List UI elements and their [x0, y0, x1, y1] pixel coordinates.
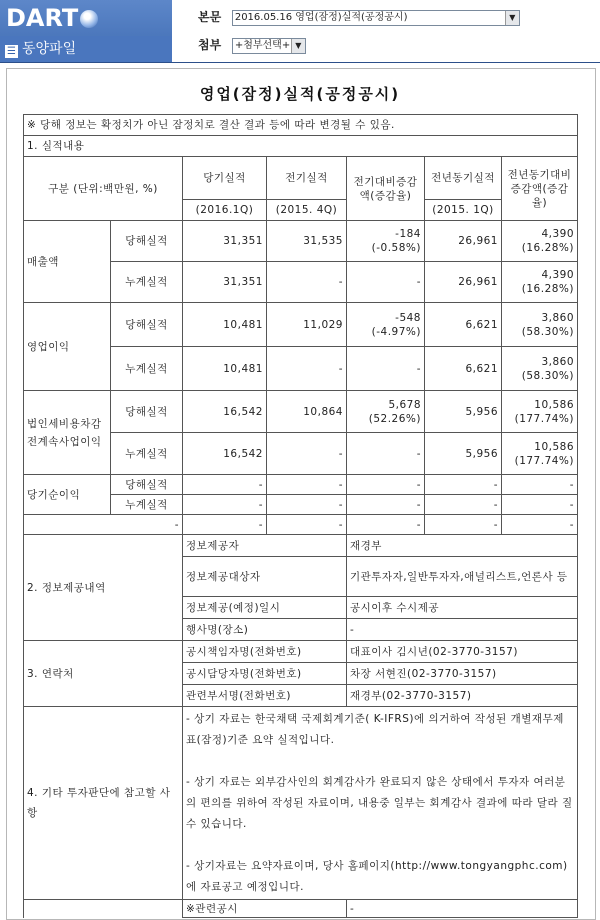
cell-prev: - [267, 347, 347, 391]
attach-select[interactable] [232, 38, 306, 54]
section-1-title: 1. 실적내용 [24, 136, 578, 157]
sub-label: 당해실적 [111, 475, 183, 495]
yoy-change-value: 10,586 [534, 440, 575, 453]
yoy-change-value: 4,390 [541, 228, 575, 240]
header-prev-period: (2015. 4Q) [267, 200, 347, 221]
header-bar [0, 0, 600, 63]
cell-prev-change [347, 391, 425, 433]
info-label: 정보제공대상자 [183, 557, 347, 597]
table-row [24, 303, 578, 347]
table-row [24, 221, 578, 262]
cell-extra: - [425, 515, 502, 535]
sub-label: 누계실적 [111, 347, 183, 391]
cell-yoy: - [425, 475, 502, 495]
change-value: 5,678 [388, 398, 421, 411]
related-value: - [347, 900, 578, 918]
header-current-period: (2016.1Q) [183, 200, 267, 221]
document-controls [172, 0, 600, 62]
contact-value: 대표이사 김시년(02-3770-3157) [347, 641, 578, 663]
cell-yoy-change: - [502, 495, 578, 515]
company-bar [0, 36, 172, 62]
yoy-change-rate: (177.74%) [514, 412, 575, 425]
header-current: 당기실적 [183, 157, 267, 200]
yoy-change-rate: (58.30%) [521, 325, 575, 338]
document-icon: ☰ [5, 45, 18, 58]
cell-prev: 31,535 [267, 221, 347, 262]
change-rate: (-0.58%) [371, 242, 421, 254]
row-name-operating-profit: 영업이익 [24, 303, 111, 391]
cell-prev: - [267, 475, 347, 495]
info-value: 재경부 [347, 535, 578, 557]
cell-prev-change: - [347, 433, 425, 475]
main-select-row [198, 8, 520, 26]
cell-extra: - [347, 515, 425, 535]
cell-prev: 10,864 [267, 391, 347, 433]
notice-text: ※ 당해 정보는 확정치가 아닌 잠정치로 결산 결과 등에 따라 변경될 수 있음. [24, 115, 578, 136]
contact-label: 공시담당자명(전화번호) [183, 663, 347, 685]
note-2: - 상기 자료는 외부감사인의 회계감사가 완료되지 않은 상태에서 투자자 여러분의 편의를 위하여 작성된 자료이며, 내용중 일부는 회계감사 결과에 따라 달라 질 수 있습니다. [186, 776, 573, 830]
cell-prev-change [347, 221, 425, 262]
sub-label: 누계실적 [111, 495, 183, 515]
cell-yoy: 5,956 [425, 391, 502, 433]
cell-prev-change [347, 303, 425, 347]
yoy-change-value: 3,860 [541, 311, 575, 324]
table-row [24, 391, 578, 433]
note-3: - 상기자료는 요약자료이며, 당사 홈페이지(http://www.tongyangphc.com)에 자료공고 예정입니다. [186, 860, 568, 893]
notes-cell [183, 707, 578, 900]
header-prev-change: 전기대비증감액(증감율) [347, 157, 425, 221]
yoy-change-rate: (58.30%) [521, 369, 575, 382]
contact-value: 재경부(02-3770-3157) [347, 685, 578, 707]
cell-extra: - [183, 515, 267, 535]
document-content [0, 63, 600, 915]
info-value: 공시이후 수시제공 [347, 597, 578, 619]
info-label: 행사명(장소) [183, 619, 347, 641]
cell-current: 16,542 [183, 391, 267, 433]
note-1: - 상기 자료는 한국채택 국제회계기준( K-IFRS)에 의거하여 작성된 개별재무제표(잠정)기준 요약 실적입니다. [186, 713, 564, 746]
cell-extra: - [24, 515, 183, 535]
yoy-change-rate: (16.28%) [521, 242, 575, 254]
yoy-change-value: 4,390 [541, 269, 575, 281]
cell-prev-change: - [347, 475, 425, 495]
info-label: 정보제공(예정)일시 [183, 597, 347, 619]
yoy-change-value: 10,586 [534, 398, 575, 411]
section-3-title: 3. 연락처 [24, 641, 183, 707]
company-name: 동양파일 [22, 41, 77, 57]
cell-yoy-change [502, 433, 578, 475]
attach-label: 첨부 [198, 38, 222, 52]
disclosure-table [23, 114, 578, 918]
contact-label: 관련부서명(전화번호) [183, 685, 347, 707]
cell-yoy: 26,961 [425, 262, 502, 303]
cell-yoy: - [425, 495, 502, 515]
cell-prev: - [267, 262, 347, 303]
cell-prev-change: - [347, 347, 425, 391]
info-label: 정보제공자 [183, 535, 347, 557]
change-value: -548 [395, 311, 421, 324]
header-category: 구분 (단위:백만원, %) [24, 157, 183, 221]
cell-prev-change: - [347, 495, 425, 515]
yoy-change-rate: (16.28%) [521, 283, 575, 295]
cell-current: 10,481 [183, 303, 267, 347]
cell-prev: - [267, 433, 347, 475]
sub-label: 당해실적 [111, 391, 183, 433]
cell-current: 31,351 [183, 262, 267, 303]
header-yoy-change: 전년동기대비증감액(증감율) [502, 157, 578, 221]
sub-label: 누계실적 [111, 262, 183, 303]
cell-extra: - [267, 515, 347, 535]
cell-yoy-change [502, 262, 578, 303]
header-yoy: 전년동기실적 [425, 157, 502, 200]
main-label: 본문 [198, 10, 222, 24]
cell-yoy-change [502, 303, 578, 347]
table-row [24, 515, 578, 535]
cell-prev-change: - [347, 262, 425, 303]
cell-yoy: 6,621 [425, 347, 502, 391]
dart-logo[interactable] [6, 3, 176, 33]
cell-prev: - [267, 495, 347, 515]
info-value: 기관투자자,일반투자자,애널리스트,언론사 등 [347, 557, 578, 597]
dropdown-arrow-icon[interactable]: ▼ [291, 39, 305, 53]
cell-yoy-change [502, 391, 578, 433]
header-prev: 전기실적 [267, 157, 347, 200]
main-document-select[interactable] [232, 10, 520, 26]
cell-current: 10,481 [183, 347, 267, 391]
row-name-revenue: 매출액 [24, 221, 111, 303]
cell-extra: - [502, 515, 578, 535]
yoy-change-value: 3,860 [541, 355, 575, 368]
cell-current: - [183, 475, 267, 495]
contact-label: 공시책임자명(전화번호) [183, 641, 347, 663]
cell-current: 31,351 [183, 221, 267, 262]
related-label: ※관련공시 [183, 900, 347, 918]
attach-select-row [198, 36, 306, 54]
cell-prev: 11,029 [267, 303, 347, 347]
cell-current: - [183, 495, 267, 515]
cell-current: 16,542 [183, 433, 267, 475]
cell-yoy-change [502, 347, 578, 391]
cell-yoy: 6,621 [425, 303, 502, 347]
cell-yoy-change [502, 221, 578, 262]
main-select-value: 2016.05.16 영업(잠정)실적(공정공시) [234, 11, 408, 23]
cell-yoy: 5,956 [425, 433, 502, 475]
sub-label: 당해실적 [111, 303, 183, 347]
sub-label: 누계실적 [111, 433, 183, 475]
section-4-title: 4. 기타 투자판단에 참고할 사항 [24, 707, 183, 900]
info-value: - [347, 619, 578, 641]
logo-text: DART [6, 4, 79, 32]
globe-icon [80, 10, 98, 28]
header-yoy-period: (2015. 1Q) [425, 200, 502, 221]
cell-yoy: 26,961 [425, 221, 502, 262]
attach-select-value: +첨부선택+ [234, 39, 291, 51]
sub-label: 당해실적 [111, 221, 183, 262]
table-row [24, 475, 578, 495]
document-title: 영업(잠정)실적(공정공시) [199, 85, 401, 103]
section-2-title: 2. 정보제공내역 [24, 535, 183, 641]
cell-yoy-change: - [502, 475, 578, 495]
dropdown-arrow-icon[interactable]: ▼ [505, 11, 519, 25]
row-name-net-income: 당기순이익 [24, 475, 111, 515]
change-rate: (-4.97%) [371, 325, 421, 338]
change-rate: (52.26%) [368, 412, 421, 425]
yoy-change-rate: (177.74%) [514, 454, 575, 467]
change-value: -184 [395, 228, 421, 240]
contact-value: 차장 서현진(02-3770-3157) [347, 663, 578, 685]
row-name-pretax-income: 법인세비용차감전계속사업이익 [24, 391, 111, 475]
